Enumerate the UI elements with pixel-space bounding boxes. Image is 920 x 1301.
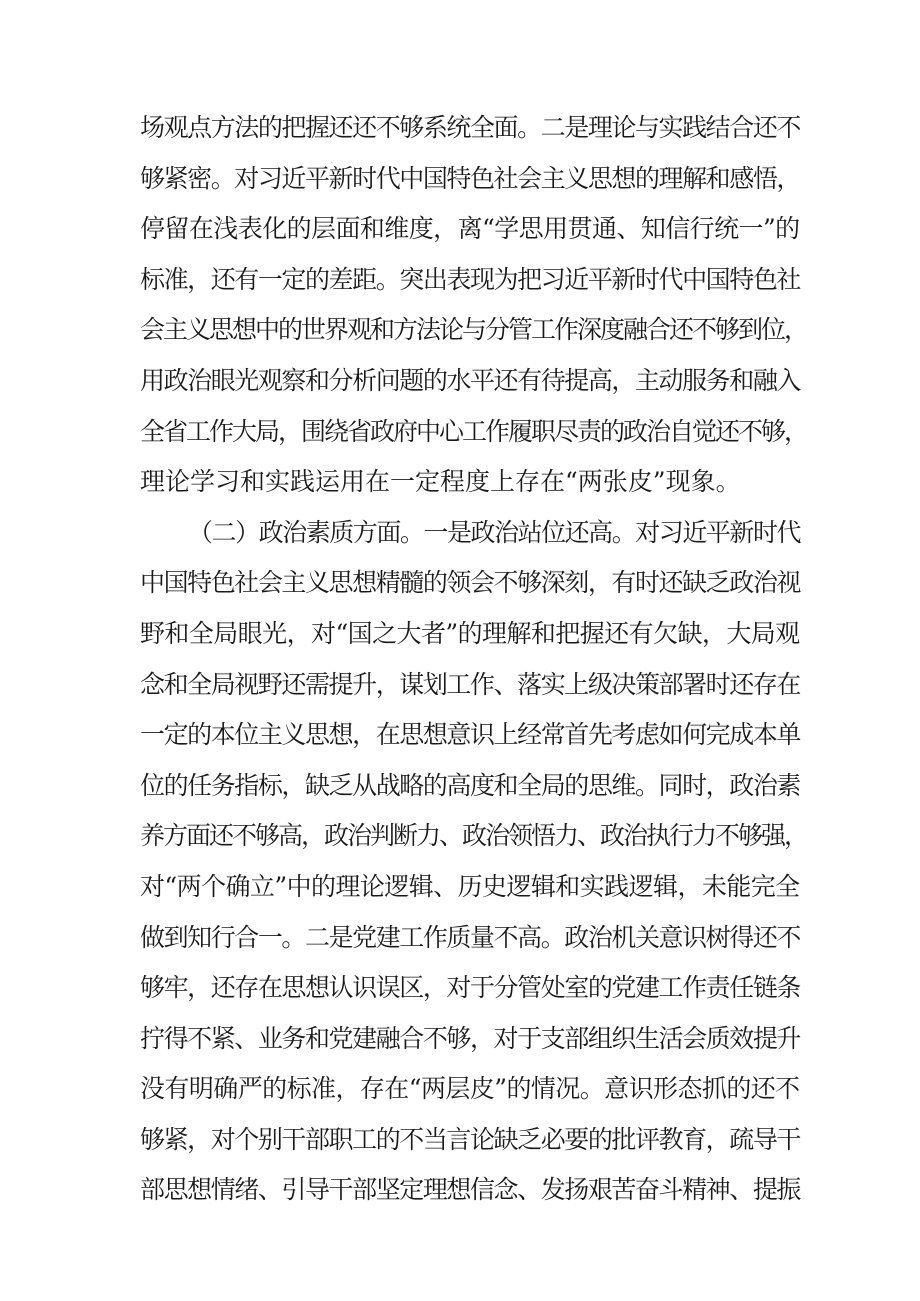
text-line: 部思想情绪、引导干部坚定理想信念、发扬艰苦奋斗精神、提振 <box>140 1175 800 1205</box>
text-line: 够紧密。对习近平新时代中国特色社会主义思想的理解和感悟， <box>140 163 800 193</box>
text-line: 做到知行合一。二是党建工作质量不高。政治机关意识树得还不 <box>140 922 800 952</box>
text-line: 位的任务指标，缺乏从战略的高度和全局的思维。同时，政治素 <box>140 770 800 800</box>
text-line: 念和全局视野还需提升，谋划工作、落实上级决策部署时还存在 <box>140 669 800 699</box>
text-line: 中国特色社会主义思想精髓的领会不够深刻，有时还缺乏政治视 <box>140 568 800 598</box>
text-line: 一定的本位主义思想，在思想意识上经常首先考虑如何完成本单 <box>140 720 800 750</box>
paragraph-start-line: （二）政治素质方面。一是政治站位还高。对习近平新时代 <box>188 517 801 547</box>
text-line: 没有明确严的标准，存在“两层皮”的情况。意识形态抓的还不 <box>140 1074 800 1104</box>
text-line: 野和全局眼光，对“国之大者”的理解和把握还有欠缺，大局观 <box>140 618 800 648</box>
text-line: 对“两个确立”中的理论逻辑、历史逻辑和实践逻辑，未能完全 <box>140 871 800 901</box>
body-text <box>140 103 808 1216</box>
text-line: 拧得不紧、业务和党建融合不够，对于支部组织生活会质效提升 <box>140 1023 800 1053</box>
text-line: 养方面还不够高，政治判断力、政治领悟力、政治执行力不够强， <box>140 821 808 851</box>
text-line: 理论学习和实践运用在一定程度上存在“两张皮”现象。 <box>140 467 741 497</box>
text-line: 标准，还有一定的差距。突出表现为把习近平新时代中国特色社 <box>140 264 800 294</box>
text-line: 场观点方法的把握还还不够系统全面。二是理论与实践结合还不 <box>140 113 800 142</box>
text-line: 停留在浅表化的层面和维度，离“学思用贯通、知信行统一”的 <box>140 214 800 244</box>
text-line: 会主义思想中的世界观和方法论与分管工作深度融合还不够到位， <box>140 315 808 345</box>
text-line: 用政治眼光观察和分析问题的水平还有待提高，主动服务和融入 <box>140 365 800 395</box>
text-line: 够紧，对个别干部职工的不当言论缺乏必要的批评教育，疏导干 <box>140 1124 800 1154</box>
text-line: 够牢，还存在思想认识误区，对于分管处室的党建工作责任链条 <box>140 973 800 1003</box>
text-line: 全省工作大局，围绕省政府中心工作履职尽责的政治自觉还不够， <box>140 416 808 446</box>
